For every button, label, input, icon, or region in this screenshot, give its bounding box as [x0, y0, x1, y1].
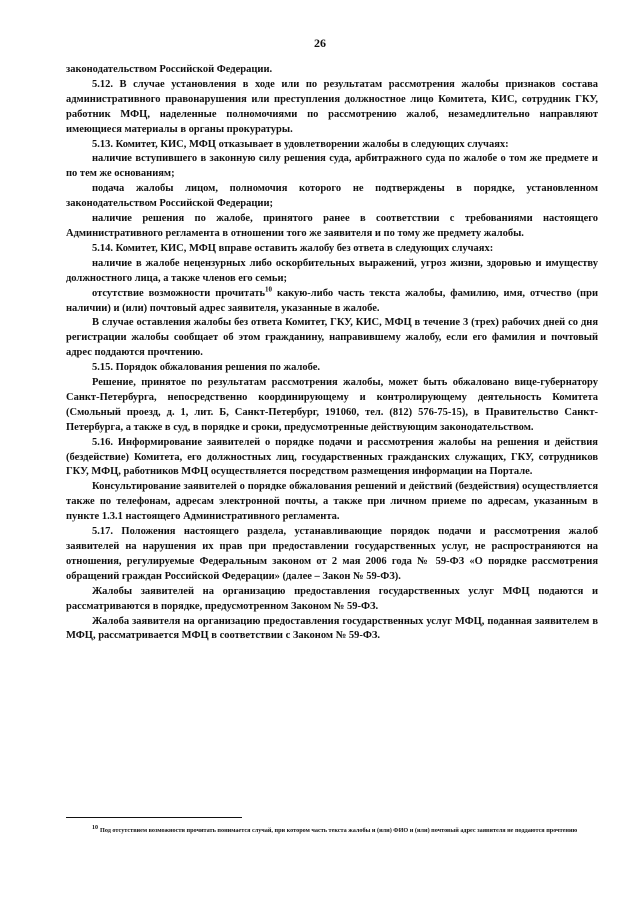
paragraph: 5.16. Информирование заявителей о порядке подачи и рассмотрения жалобы на решения и действия (бездействие) Комитета, его должностных лиц, государственных гражданских служащих, ГКУ, сотрудников ГКУ, МФЦ, работников МФЦ осуществляется посредством размещения информации на Портале. [66, 436, 598, 478]
paragraph-text: отсутствие возможности прочитать [92, 287, 266, 299]
paragraph: законодательством Российской Федерации. [66, 64, 273, 75]
paragraph-with-footnote [66, 287, 598, 317]
document-body [66, 63, 598, 644]
paragraph: Жалобы заявителей на организацию предоставления государственных услуг МФЦ подаются и рассматриваются в порядке, предусмотренном Законом № 59-ФЗ. [66, 585, 598, 612]
paragraph: 5.12. В случае установления в ходе или по результатам рассмотрения жалобы признаков состава административного правонарушения или преступления должностное лицо Комитета, КИС, сотрудник ГКУ, работник МФЦ, наделенные полномочиями по рассмотрению жалоб, незамедлительно направляют имеющиеся материалы в органы прокуратуры. [66, 78, 598, 135]
paragraph: Консультирование заявителей о порядке обжалования решений и действий (бездействия) осуществляется также по телефонам, адресам электронной почты, а также при личном приеме по адресам, указанным в пункте 1.3.1 настоящего Административного регламента. [66, 481, 598, 523]
paragraph: 5.14. Комитет, КИС, МФЦ вправе оставить жалобу без ответа в следующих случаях: [92, 242, 494, 254]
paragraph: 5.13. Комитет, КИС, МФЦ отказывает в удовлетворении жалобы в следующих случаях: [92, 138, 509, 150]
paragraph: В случае оставления жалобы без ответа Комитет, ГКУ, КИС, МФЦ в течение 3 (трех) рабочих дней со дня регистрации жалобы сообщает об этом гражданину, направившему жалобу, если его фамилия и почтовый адрес поддаются прочтению. [66, 317, 598, 359]
paragraph: Решение, принятое по результатам рассмотрения жалобы, может быть обжаловано вице-губернатору Санкт-Петербурга, непосредственно координирующему и контролирующему деятельность Комитета (Смольный проезд, д. 1, лит. Б, Санкт-Петербург, 191060, тел. (812) 576-75-15), в Правительство Санкт-Петербурга, а также в суд, в порядке и сроки, предусмотренные действующим законодательством. [66, 377, 598, 433]
paragraph: наличие в жалобе нецензурных либо оскорбительных выражений, угроз жизни, здоровью и имуществу должностного лица, а также членов его семьи; [66, 257, 598, 284]
footnote-divider [66, 817, 242, 818]
page-number: 26 [314, 36, 326, 50]
paragraph-text: какую-либо часть текста жалобы, фамилию, имя, отчество (при наличии) и (или) почтовый адрес заявителя, указанные в жалобе. [66, 287, 598, 314]
paragraph: подача жалобы лицом, полномочия которого не подтверждены в порядке, установленном законодательством Российской Федерации; [66, 183, 598, 210]
paragraph: 5.15. Порядок обжалования решения по жалобе. [92, 362, 321, 374]
paragraph: Жалоба заявителя на организацию предоставления государственных услуг МФЦ, поданная заявителем в МФЦ, рассматривается МФЦ в соответствии с Законом № 59-ФЗ. [66, 615, 598, 642]
footnote [66, 823, 598, 836]
footnote-reference[interactable]: 10 [265, 285, 273, 294]
footnote-mark: 10 [92, 825, 98, 831]
paragraph: наличие вступившего в законную силу решения суда, арбитражного суда по жалобе о том же предмете и по тем же основаниям; [66, 153, 598, 180]
paragraph: наличие решения по жалобе, принятого ранее в соответствии с требованиями настоящего Административного регламента в отношении того же заявителя и по тому же предмету жалобы. [66, 213, 598, 239]
footnote-text: Под отсутствием возможности прочитать понимается случай, при котором часть текста жалобы и (или) ФИО и (или) почтовый адрес заявителя не поддаются прочтению [100, 827, 578, 835]
paragraph: 5.17. Положения настоящего раздела, устанавливающие порядок подачи и рассмотрения жалоб заявителей на нарушения их прав при предоставлении государственных услуг, не распространяются на отношения, регулируемые Федеральным законом от 2 мая 2006 года № 59-ФЗ «О порядке рассмотрения обращений граждан Российской Федерации» (далее – Закон № 59-ФЗ). [66, 526, 598, 582]
